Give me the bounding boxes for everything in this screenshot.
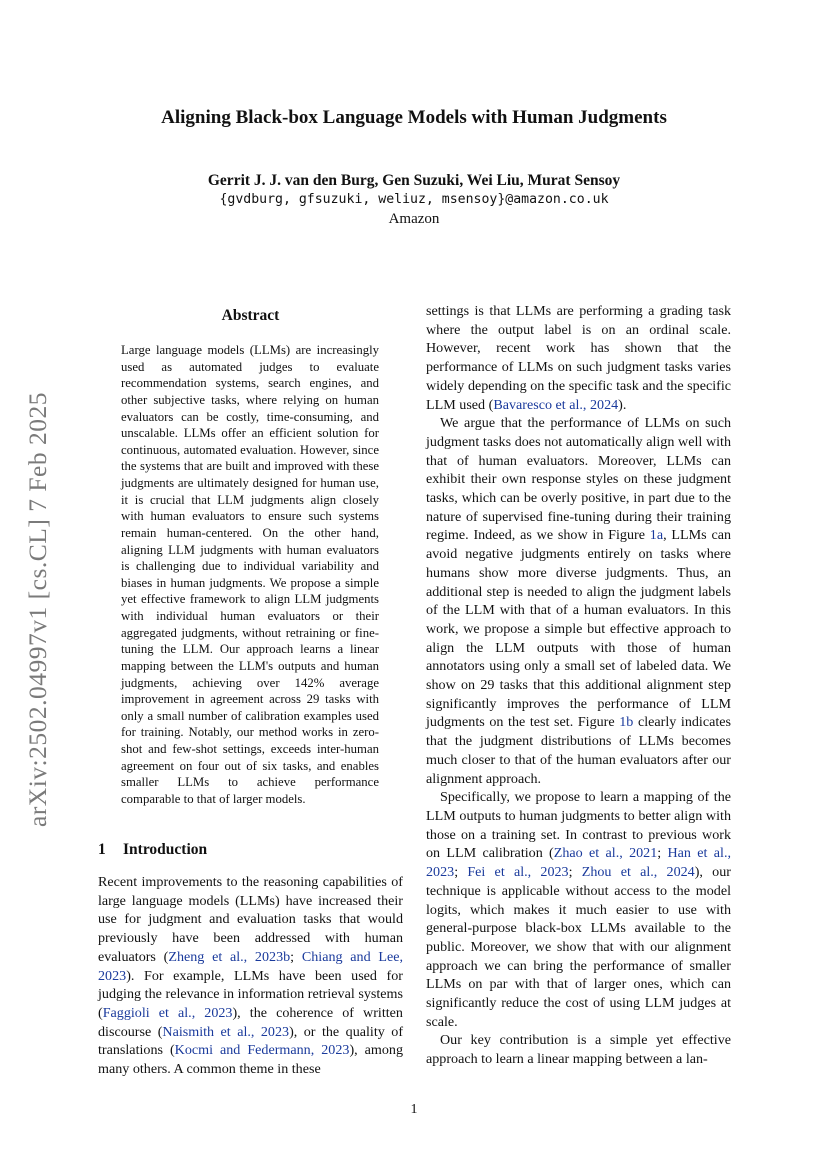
section-number: 1	[98, 841, 106, 858]
citation-link[interactable]: Fei et al., 2023	[467, 864, 569, 881]
body-text: We argue that the performance of LLMs on such judgment tasks does not automatically align well with that of human evaluators. Moreover, LLMs can exhibit their own response styles on these judgment tasks, which can be overly positive, in part due to the nature of supervised fine-tuning during their training regime. Indeed, as we show in Figure	[426, 415, 731, 544]
citation-link[interactable]: Zhao et al., 2021	[553, 845, 658, 862]
affiliation: Amazon	[388, 211, 440, 227]
intro-paragraph	[98, 873, 403, 1079]
intro-right-column	[426, 302, 731, 1069]
intro-left-column	[98, 873, 403, 1079]
page-number: 1	[410, 1102, 418, 1117]
citation-link[interactable]: Zheng et al., 2023b	[168, 948, 291, 965]
body-text: Recent improvements to the reasoning capabilities of large language models (LLMs) have increased their use for judgment and evaluation tasks that would previously have been addressed with human evaluators (	[98, 874, 403, 965]
section-title: Introduction	[123, 841, 208, 858]
body-text: , LLMs can avoid negative judgments entirely on tasks where humans show more diverse judgments. Thus, an additional step is needed to align the judgment labels of the LLM with that of a human evaluators. In this work, we propose a simple but effective approach to align the LLM outputs with those of human annotators using only a small set of labeled data. We show on 29 tasks that this additional alignment step significantly improves the performance of LLM judgments on the test set. Figure	[426, 527, 731, 731]
body-text: settings is that LLMs are performing a grading task where the output label is on an ordinal scale. However, recent work has shown that the performance of LLMs on such judgment tasks varies widely depending on the specific task and the specific LLM used (	[426, 303, 731, 413]
citation-link[interactable]: Bavaresco et al., 2024	[493, 396, 619, 413]
intro-paragraph	[426, 302, 731, 414]
abstract-text: Large language models (LLMs) are increasingly used as automated judges to evaluate recommendation systems, search engines, and other subjective tasks, where relying on human evaluators can be costly, time-consuming, and unscalable. LLMs offer an efficient solution for continuous, automated evaluation. However, since the systems that are built and improved with these judgments are ultimately designed for human use, it is crucial that LLM judgments align closely with human evaluators to ensure such systems remain human-centered. On the other hand, aligning LLM judgments with human evaluators is challenging due to individual variability and biases in human judgments. We propose a simple yet effective framework to align LLM judgments with individual human evaluators or their aggregated judgments, without retraining or fine-tuning the LLM. Our approach learns a linear mapping between the LLM's outputs and human judgments, achieving over 142% average improvement in agreement across 29 tasks with only a small number of calibration examples used for training. Notably, our method works in zero-shot and few-shot settings, exceeds inter-human agreement on four out of six tasks, and enables smaller LLMs to achieve performance comparable to that of larger models.	[121, 343, 379, 806]
intro-paragraph	[426, 414, 731, 788]
citation-link[interactable]: Kocmi and Federmann, 2023	[174, 1042, 350, 1059]
body-text: ), the coherence of written discourse (	[98, 1004, 403, 1040]
arxiv-stamp: arXiv:2502.04997v1 [cs.CL] 7 Feb 2025	[23, 392, 52, 828]
section-heading-introduction	[98, 841, 403, 859]
body-text: ).	[618, 396, 627, 413]
author-list: Gerrit J. J. van den Burg, Gen Suzuki, Wei Liu, Murat Sensoy	[207, 172, 621, 189]
body-text: ;	[454, 864, 468, 881]
intro-paragraph	[426, 788, 731, 1031]
paper-title: Aligning Black-box Language Models with Human Judgments	[161, 107, 667, 128]
citation-link[interactable]: Han et al., 2023	[426, 845, 732, 881]
body-text: ;	[657, 845, 668, 862]
author-emails: {gvdburg, gfsuzuki, weliuz, msensoy}@amazon.co.uk	[219, 192, 609, 207]
body-text: ). For example, LLMs have been used for judging the relevance in information retrieval systems (	[98, 967, 403, 1021]
citation-link[interactable]: Faggioli et al., 2023	[102, 1004, 233, 1021]
intro-paragraph: Our key contribution is a simple yet effective approach to learn a linear mapping between a lan-	[426, 1032, 731, 1068]
citation-link[interactable]: Naismith et al., 2023	[162, 1023, 290, 1040]
citation-link[interactable]: Chiang and Lee, 2023	[98, 948, 403, 984]
body-text: ;	[568, 864, 582, 881]
citation-link[interactable]: Zhou et al., 2024	[581, 864, 695, 881]
figure-ref-link[interactable]: 1a	[649, 527, 664, 544]
body-text: ), or the quality of translations (	[98, 1023, 404, 1059]
body-text: ), our technique is applicable without access to the model logits, which makes it much easier to use with general-purpose black-box LLMs available to the public. Moreover, we show that with our alignment approach we can bring the performance of smaller LLMs on par with that of larger ones, which can significantly reduce the cost of using LLM judges at scale.	[426, 864, 731, 1030]
body-text: clearly indicates that the judgment distributions of LLMs becomes much closer to that of the human evaluators after our alignment approach.	[426, 714, 731, 787]
body-text: ;	[290, 948, 302, 965]
body-text: Specifically, we propose to learn a mapping of the LLM outputs to human judgments to better align with those on a training set. In contrast to previous work on LLM calibration (	[426, 789, 731, 862]
body-text: ), among many others. A common theme in these	[98, 1042, 403, 1078]
abstract-heading: Abstract	[221, 307, 280, 324]
figure-ref-link[interactable]: 1b	[619, 714, 634, 731]
